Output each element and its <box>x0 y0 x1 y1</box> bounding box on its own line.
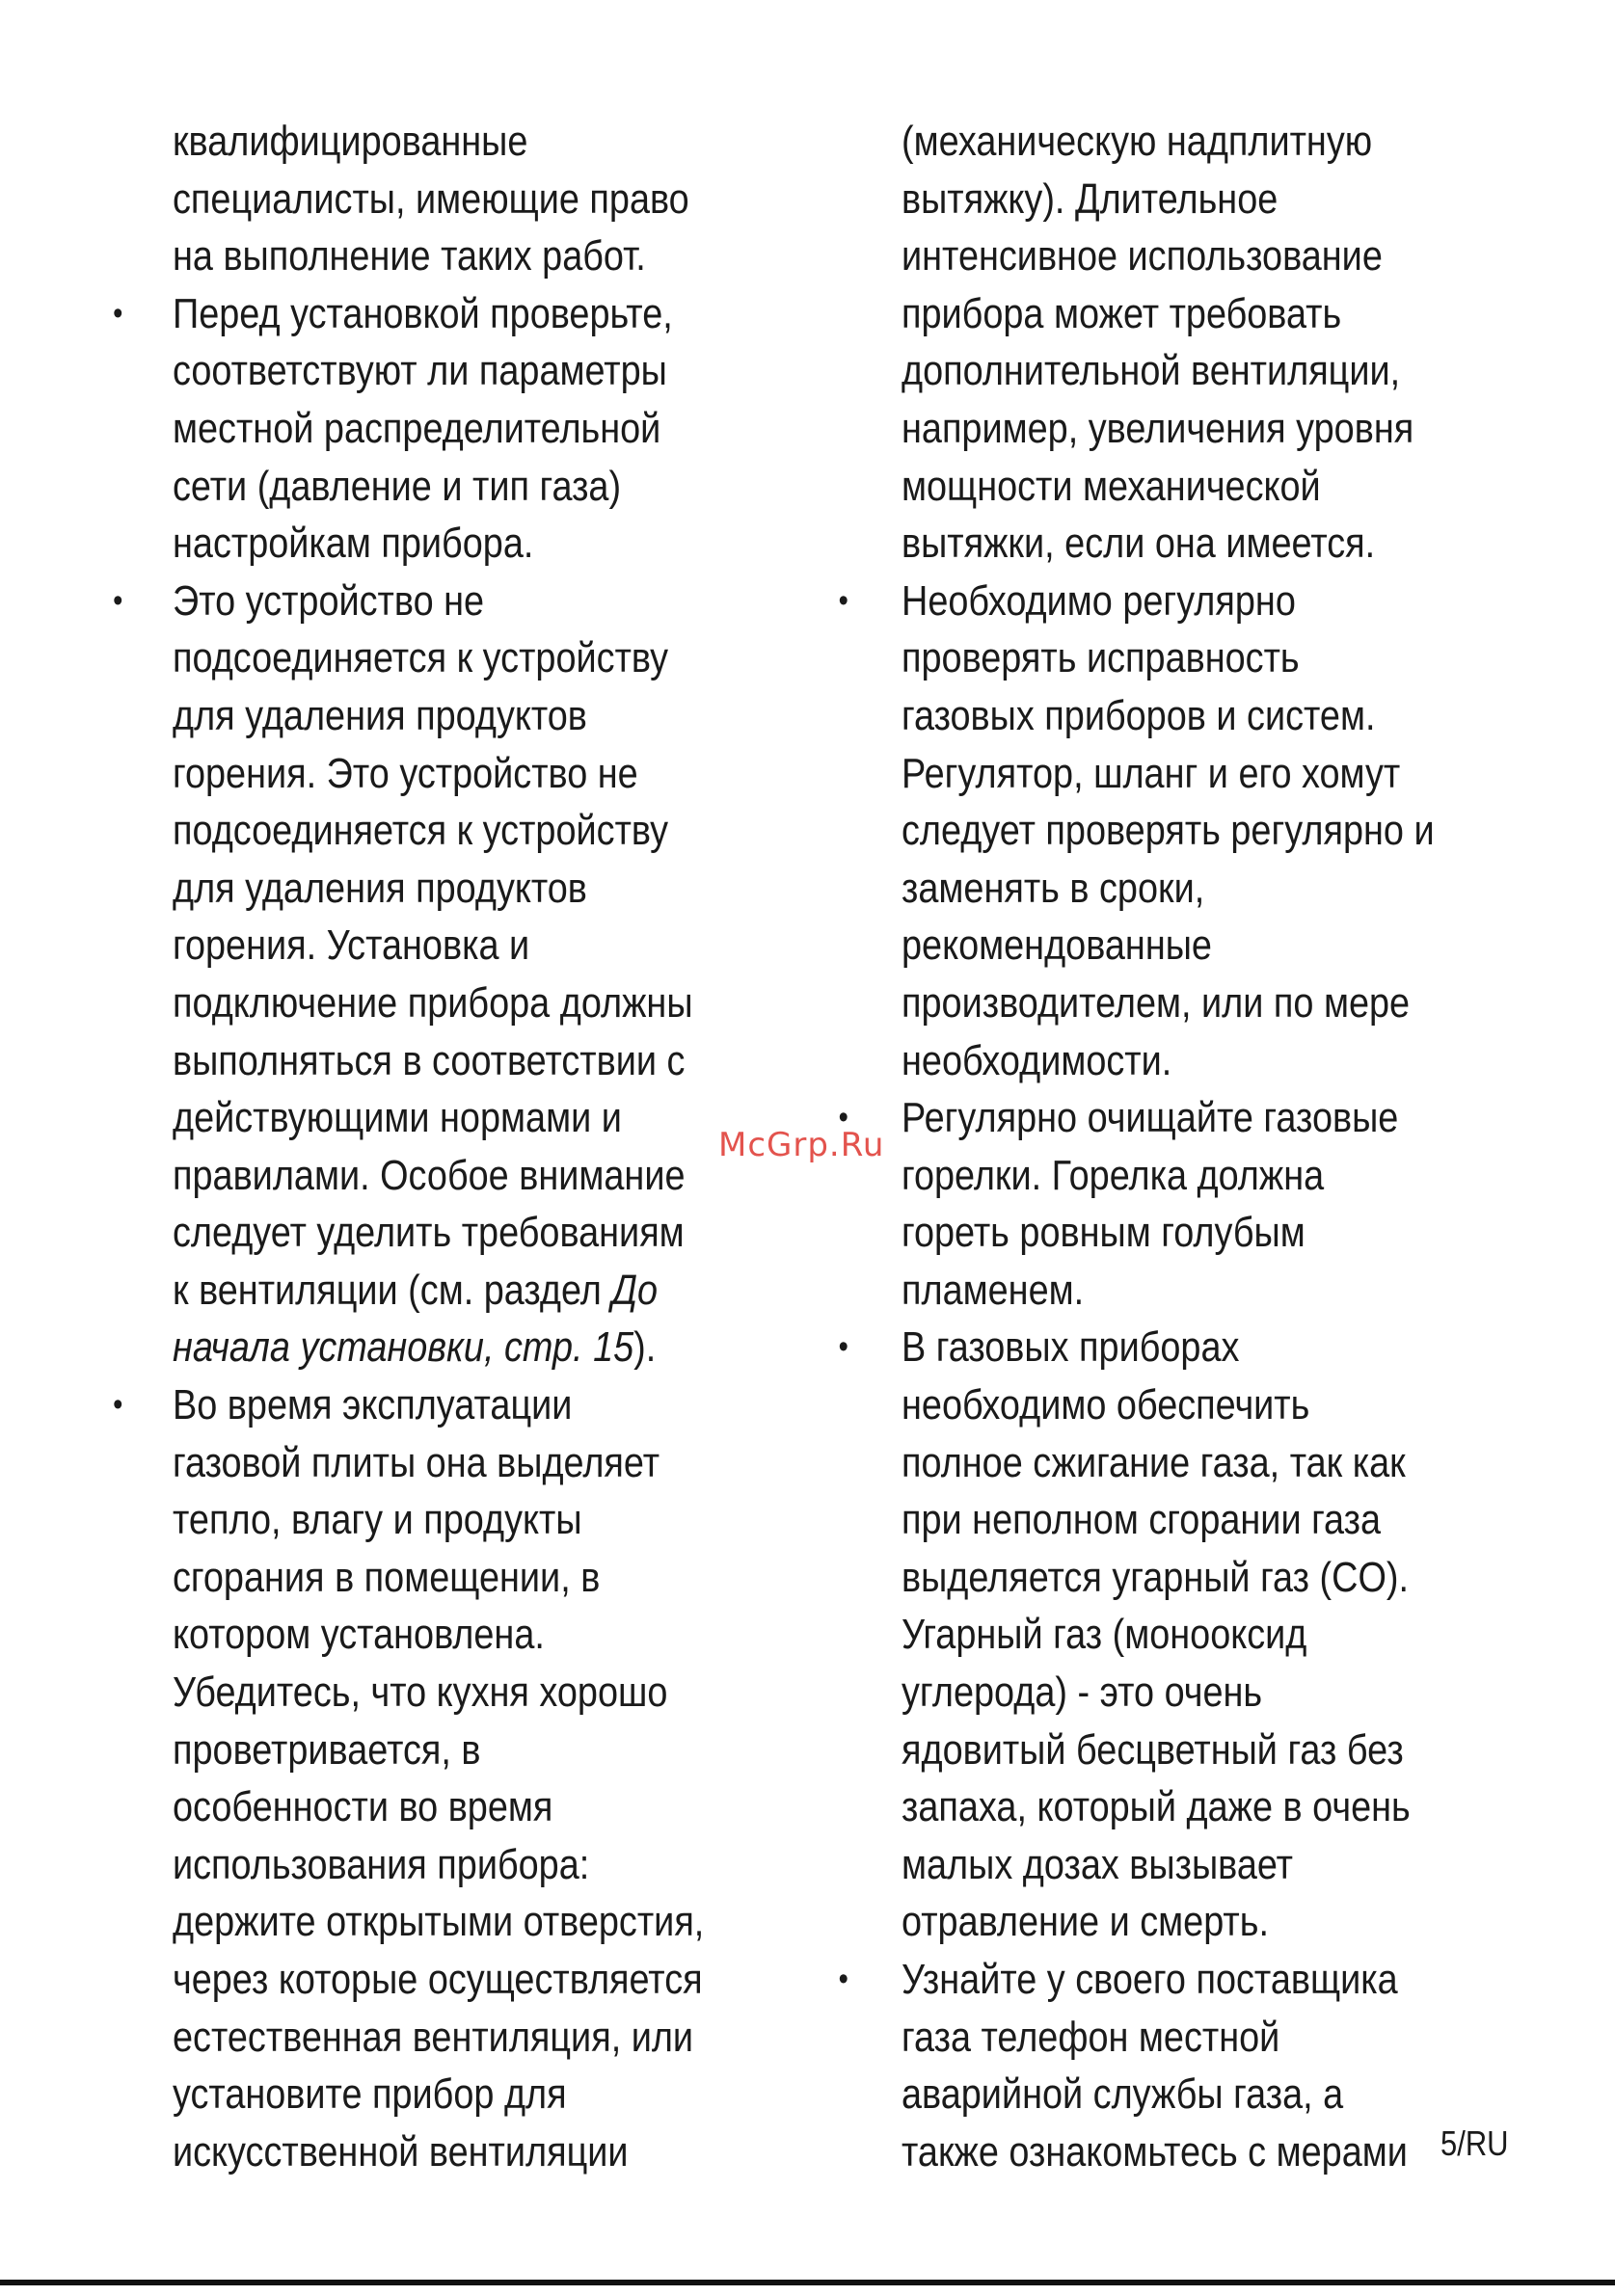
line-text: тепло, влагу и продукты <box>173 1496 582 1544</box>
line-text: особенности во время <box>173 1783 553 1831</box>
bullet-icon: • <box>838 1099 848 1136</box>
text-line <box>902 515 1435 573</box>
text-line <box>902 917 1435 974</box>
line-text: Узнайте у своего поставщика <box>902 1956 1398 2003</box>
text-line <box>173 342 704 400</box>
line-text: квалифицированные <box>173 118 528 165</box>
bullet-item-first-line <box>113 285 704 343</box>
text-line <box>173 1549 704 1607</box>
text-line <box>902 1606 1435 1664</box>
line-text: рекомендованные <box>902 921 1212 970</box>
bullet-item-first-line <box>838 573 1435 630</box>
text-line <box>902 1262 1435 1320</box>
text-line <box>173 1951 704 2009</box>
text-line <box>902 1032 1435 1090</box>
line-text-after: ). <box>633 1323 657 1372</box>
line-text: Убедитесь, что кухня хорошо <box>173 1669 668 1717</box>
text-line <box>902 2123 1435 2181</box>
text-line <box>902 1836 1435 1894</box>
text-line <box>173 1722 704 1779</box>
right-column <box>838 113 1435 2180</box>
line-text: выделяется угарный газ (CO). <box>902 1553 1410 1601</box>
line-text: производителем, или по мере <box>902 978 1411 1027</box>
bullet-icon: • <box>838 1328 848 1366</box>
text-line <box>173 974 704 1032</box>
text-line <box>902 1722 1435 1779</box>
text-line <box>173 1032 704 1090</box>
bullet-item-first-line <box>113 1376 704 1434</box>
bottom-rule <box>0 2280 1615 2285</box>
bullet-icon: • <box>113 294 123 332</box>
line-text: необходимости. <box>902 1036 1172 1084</box>
line-text: специалисты, имеющие право <box>173 174 689 223</box>
text-line <box>173 1893 704 1951</box>
line-text: подсоединяется к устройству <box>173 634 669 682</box>
line-text: запаха, который даже в очень <box>902 1783 1411 1831</box>
line-text: например, увеличения уровня <box>902 404 1414 452</box>
line-text: дополнительной вентиляции, <box>902 347 1401 395</box>
text-line <box>173 458 704 516</box>
line-text: естественная вентиляция, или <box>173 2013 694 2061</box>
text-line <box>173 400 704 458</box>
text-line <box>902 1376 1435 1434</box>
line-text: газа телефон местной <box>902 2013 1280 2061</box>
line-text: искусственной вентиляции <box>173 2127 629 2176</box>
line-text: для удаления продуктов <box>173 691 587 739</box>
line-text: сети (давление и тип газа) <box>173 462 622 510</box>
line-text: для удаления продуктов <box>173 864 587 912</box>
line-text: прибора может требовать <box>902 289 1342 337</box>
text-line <box>173 2066 704 2123</box>
line-text: местной распределительной <box>173 404 661 452</box>
line-text: Угарный газ (монооксид <box>902 1611 1307 1659</box>
text-line <box>902 687 1435 745</box>
text-line <box>902 1147 1435 1205</box>
line-text: Перед установкой проверьте, <box>173 289 673 337</box>
text-line <box>173 745 704 803</box>
text-line <box>173 171 704 228</box>
text-line <box>173 1262 704 1320</box>
line-text: полное сжигание газа, так как <box>902 1438 1406 1486</box>
text-line <box>902 860 1435 918</box>
text-line <box>173 1491 704 1549</box>
line-text: настройкам прибора. <box>173 520 534 568</box>
bullet-icon: • <box>838 1961 848 1997</box>
line-text: действующими нормами и <box>173 1094 622 1142</box>
text-line <box>902 1491 1435 1549</box>
line-text: ядовитый бесцветный газ без <box>902 1725 1404 1774</box>
line-text: при неполном сгорании газа <box>902 1496 1382 1544</box>
line-text: держите открытыми отверстия, <box>173 1898 705 1946</box>
text-line <box>902 1434 1435 1492</box>
text-line <box>173 687 704 745</box>
line-text: Во время эксплуатации <box>173 1381 573 1429</box>
text-line <box>902 400 1435 458</box>
text-line <box>173 1434 704 1492</box>
bullet-icon: • <box>113 581 123 619</box>
bullet-item-first-line <box>113 573 704 630</box>
line-text: следует уделить требованиям <box>173 1209 685 1257</box>
cross-reference-text: До <box>611 1266 659 1314</box>
text-line <box>902 1778 1435 1836</box>
text-line <box>173 860 704 918</box>
line-text: проверять исправность <box>902 634 1300 682</box>
text-line <box>902 285 1435 343</box>
page-number: 5/RU <box>1440 2123 1509 2163</box>
text-line <box>902 1549 1435 1607</box>
line-text: Это устройство не <box>173 576 485 625</box>
text-line <box>902 745 1435 803</box>
line-text: мощности механической <box>902 462 1321 510</box>
line-text: вытяжки, если она имеется. <box>902 520 1376 568</box>
line-text: вытяжку). Длительное <box>902 174 1279 223</box>
bullet-item-first-line <box>838 1089 1435 1147</box>
watermark-logo: McGrp.Ru <box>718 1126 885 1164</box>
line-text: также ознакомьтесь с мерами <box>902 2127 1408 2176</box>
line-text: к вентиляции (см. раздел <box>173 1266 612 1314</box>
text-line <box>173 1204 704 1262</box>
line-text: интенсивное использование <box>902 232 1383 280</box>
line-text: аварийной службы газа, а <box>902 2070 1344 2119</box>
line-text: Необходимо регулярно <box>902 576 1296 625</box>
text-line <box>173 2009 704 2067</box>
line-text: (механическую надплитную <box>902 118 1373 165</box>
line-text: подключение прибора должны <box>173 978 693 1027</box>
line-text: заменять в сроки, <box>902 864 1205 912</box>
text-line <box>902 629 1435 687</box>
text-line <box>173 1664 704 1722</box>
text-line <box>173 802 704 860</box>
line-text: подсоединяется к устройству <box>173 807 669 855</box>
line-text: котором установлена. <box>173 1611 545 1659</box>
text-line <box>902 2009 1435 2067</box>
line-text: проветривается, в <box>173 1725 481 1774</box>
text-line <box>173 1836 704 1894</box>
text-line <box>902 974 1435 1032</box>
text-line <box>902 171 1435 228</box>
bullet-icon: • <box>838 581 848 619</box>
text-line <box>173 1147 704 1205</box>
text-line <box>173 2123 704 2181</box>
line-text: горения. Это устройство не <box>173 749 638 797</box>
text-line <box>173 515 704 573</box>
line-text: Регулятор, шланг и его хомут <box>902 749 1401 797</box>
text-line <box>902 458 1435 516</box>
line-text: газовой плиты она выделяет <box>173 1438 660 1486</box>
line-text: через которые осуществляется <box>173 1956 703 2003</box>
line-text: отравление и смерть. <box>902 1898 1269 1946</box>
text-line <box>902 227 1435 285</box>
line-text: горелки. Горелка должна <box>902 1151 1325 1199</box>
line-text: углерода) - это очень <box>902 1669 1263 1717</box>
line-text: следует проверять регулярно и <box>902 807 1435 855</box>
text-line <box>902 2066 1435 2123</box>
text-line <box>902 1664 1435 1722</box>
text-line <box>902 113 1435 171</box>
text-line <box>173 227 704 285</box>
line-text: В газовых приборах <box>902 1323 1240 1372</box>
text-line <box>173 1778 704 1836</box>
line-text: на выполнение таких работ. <box>173 232 646 280</box>
line-text: выполняться в соответствии с <box>173 1036 686 1084</box>
text-line <box>902 802 1435 860</box>
line-text: соответствуют ли параметры <box>173 347 667 395</box>
left-column <box>113 113 705 2180</box>
line-text: использования прибора: <box>173 1840 590 1888</box>
line-text: Регулярно очищайте газовые <box>902 1094 1399 1142</box>
text-line <box>173 113 704 171</box>
bullet-icon: • <box>113 1386 123 1424</box>
line-text: газовых приборов и систем. <box>902 691 1376 739</box>
text-line <box>173 629 704 687</box>
line-text: малых дозах вызывает <box>902 1840 1293 1888</box>
cross-reference-text: начала установки, стр. 15 <box>173 1323 634 1372</box>
text-line <box>902 342 1435 400</box>
line-text: горения. Установка и <box>173 921 530 970</box>
line-text: правилами. Особое внимание <box>173 1151 686 1199</box>
text-line <box>902 1204 1435 1262</box>
line-text: необходимо обеспечить <box>902 1381 1310 1429</box>
bullet-item-first-line <box>838 1951 1435 2009</box>
text-line <box>173 1089 704 1147</box>
line-text: сгорания в помещении, в <box>173 1553 601 1601</box>
line-text: установите прибор для <box>173 2070 567 2119</box>
text-line <box>173 917 704 974</box>
text-line <box>173 1319 704 1376</box>
bullet-item-first-line <box>838 1319 1435 1376</box>
text-line <box>902 1893 1435 1951</box>
line-text: гореть ровным голубым <box>902 1209 1305 1257</box>
text-line <box>173 1606 704 1664</box>
line-text: пламенем. <box>902 1266 1085 1314</box>
